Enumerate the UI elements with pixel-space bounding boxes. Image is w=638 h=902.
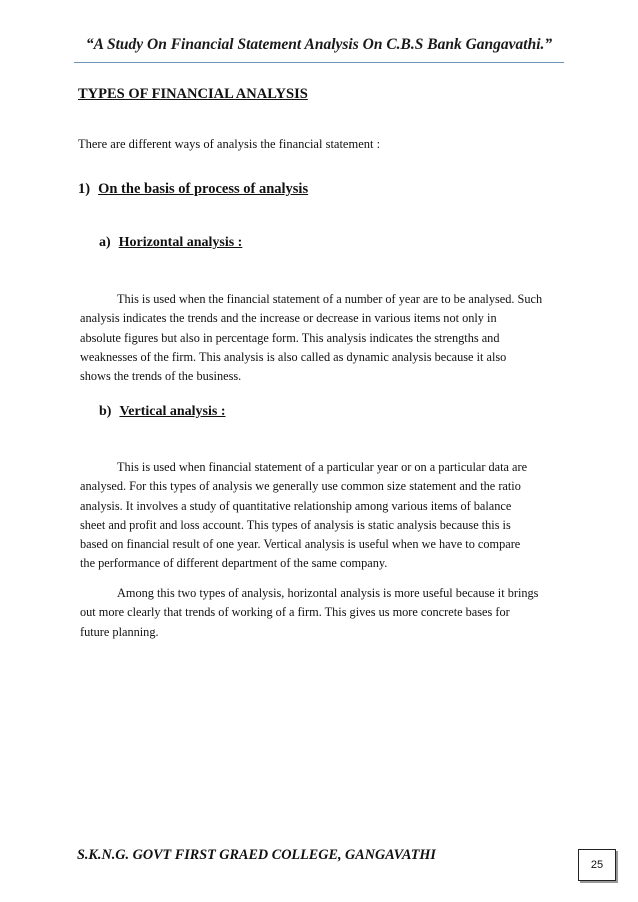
paragraph-line: shows the trends of the business. [80,369,242,384]
subheading-vertical [99,404,226,420]
paragraph-line: Among this two types of analysis, horizontal analysis is more useful because it brings [117,586,539,600]
horizontal-analysis-paragraph [80,290,570,386]
document-header-title: “A Study On Financial Statement Analysis On C.B.S Bank Gangavathi.” [85,36,553,53]
paragraph-line: weaknesses of the firm. This analysis is also called as dynamic analysis because it also [80,349,507,364]
subheading-title: Horizontal analysis : [118,235,243,250]
page-number-box [578,849,616,881]
section-number: 1) [78,181,91,197]
paragraph-line: analysed. For this types of analysis we generally use common size statement and the ratio [80,479,521,494]
page-number: 25 [590,859,604,871]
vertical-analysis-paragraph [80,458,570,574]
intro-text: There are different ways of analysis the financial statement : [78,137,381,151]
paragraph-line: out more clearly that trends of working of a firm. This gives us more concrete bases for [80,605,510,620]
paragraph-line: based on financial result of one year. Vertical analysis is useful when we have to compare [80,537,521,552]
footer-college-name: S.K.N.G. GOVT FIRST GRAED COLLEGE, GANGAVATHI [77,847,436,863]
header-divider [74,62,564,63]
paragraph-line: analysis indicates the trends and the increase or decrease in various items not only in [80,311,497,326]
paragraph-line: This is used when financial statement of a particular year or on a particular data are [117,460,528,474]
paragraph-line: analysis. It involves a study of quantitative relationship among various items of balance [80,498,512,513]
paragraph-line: future planning. [80,624,159,639]
subheading-number: a) [99,235,111,250]
subheading-horizontal [99,235,242,251]
subheading-number: b) [99,404,112,419]
section-heading [78,181,308,198]
paragraph-line: This is used when the financial statement of a number of year are to be analysed. Such [117,292,543,306]
subheading-title: Vertical analysis : [119,404,226,419]
paragraph-line: absolute figures but also in percentage form. This analysis indicates the strengths and [80,330,500,345]
conclusion-paragraph [80,584,570,642]
page-title: TYPES OF FINANCIAL ANALYSIS [78,86,308,102]
section-title: On the basis of process of analysis [98,181,309,197]
paragraph-line: sheet and profit and loss account. This types of analysis is static analysis because this is [80,517,511,532]
paragraph-line: the performance of different department of the same company. [80,556,388,571]
